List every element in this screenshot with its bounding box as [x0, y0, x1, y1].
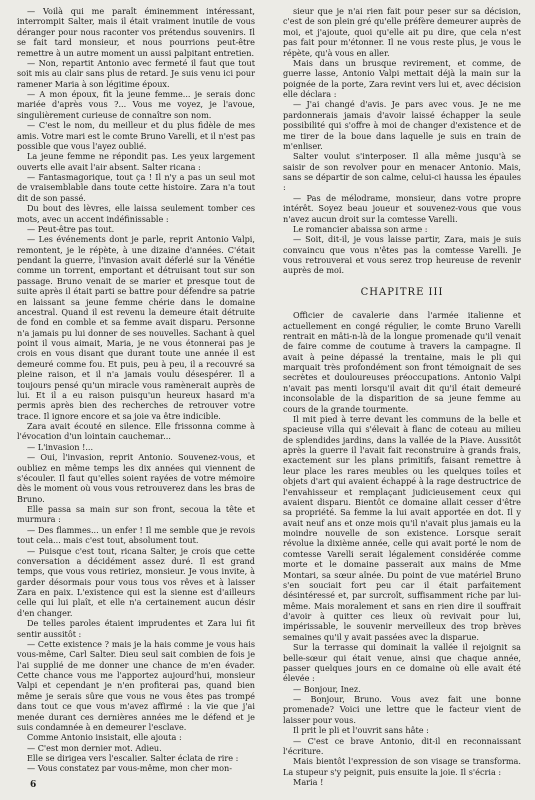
- paragraph: La jeune femme ne répondit pas. Les yeux largement ouverts elle avait l'air absent. Salter ricana :: [17, 151, 255, 172]
- paragraph: — Cette existence ? mais je la hais comme je vous hais vous-même, Carl Salter. Dieu seul sait combien de fois je l'ai supplié de me donner une chance de m'en évader. Cette chance vous me l'apportez aujourd'hui, monsieur Valpi et cependant je n'en profiterai pas, quand bien même je serais sûre que vous ne vous êtes pas trompé dans tout ce que vous m'avez affirmé : la vie que j'ai menée durant ces dernières années me le défend et je suis condamnée à en demeurer l'esclave.: [17, 638, 255, 732]
- paragraph: — C'est le nom, du meilleur et du plus fidèle de mes amis. Votre mari est le comte Bruno Varelli, et il n'est pas possible que vous l'ayez oublié.: [17, 120, 255, 151]
- paragraph: sieur que je n'ai rien fait pour peser sur sa décision, c'est de son plein gré qu'elle préfère demeurer auprès de moi, et j'ajoute, quoi qu'elle ait pu dire, que cela n'est pas fait pour m'étonner. Il ne vous reste plus, je vous le répète, qu'à vous en aller.: [283, 6, 521, 58]
- right-column-text-before-chapter: [283, 6, 521, 276]
- paragraph: Le romancier abaissa son arme :: [293, 223, 428, 234]
- paragraph: — Non, repartit Antonio avec fermeté il faut que tout soit mis au clair sans plus de retard. Je suis venu ici pour ramener Maria à son légitime époux.: [17, 57, 255, 89]
- paragraph: — Les événements dont je parle, reprit Antonio Valpi, remontent, je le répète, à une dizaine d'années. C'était pendant la guerre, l'invasion avait déferlé sur la Vénétie comme un torrent, emportant et détruisant tout sur son passage. Bruno venait de se marier et presque tout de suite après il était parti se battre pour défendre sa patrie en laissant sa jeune femme chérie dans le domaine ancestral. Quand il est revenu la demeure était détruite de fond en comble et sa femme avait disparu. Personne n'a jamais pu lui donner de ses nouvelles. Sachant à quel point il vous aimait, Maria, je ne vous étonnerai pas je crois en vous disant que durant toute une année il est demeuré comme fou. Et puis, peu à peu, il a recouvré sa pleine raison, et il n'a jamais voulu désespérer. Il a toujours pensé qu'un miracle vous ramènerait auprès de lui. Et il a eu raison puisqu'un heureux hasard m'a permis après bien des recherches de retrouver votre trace. Il ignore encore et sa joie va être indicible.: [17, 234, 255, 421]
- paragraph: Mais bientôt l'expression de son visage se transforma. La stupeur s'y peignit, puis ensuite la joie. Il s'écria :: [283, 756, 521, 777]
- paragraph: Sur la terrasse qui dominait la vallée il rejoignit sa belle-sœur qui était venue, ainsi que chaque année, passer quelques jours en ce domaine où elle avait été élevée :: [283, 642, 521, 684]
- paragraph: Zara avait écouté en silence. Elle frissonna comme à l'évocation d'un lointain cauchemar...: [17, 421, 255, 442]
- paragraph: Comme Antonio insistait, elle ajouta :: [27, 732, 182, 743]
- paragraph: Officier de cavalerie dans l'armée italienne et actuellement en congé régulier, le comte Bruno Varelli rentrait en mâti-n-là de la longue promenade qu'il venait de faire comme de coutume à travers la campagne. Il avait à peine dépassé la trentaine, mais le pli qui marquait très profondément son front témoignait de ses secrètes et douloureuses préoccupations. Antonio Valpi n'avait pas menti lorsqu'il avait dit qu'il était demeuré inconsolable de la disparition de sa jeune femme au cours de la grande tourmente.: [283, 310, 521, 414]
- right-column: [283, 6, 521, 787]
- paragraph: Elle se dirigea vers l'escalier. Salter éclata de rire :: [27, 753, 239, 763]
- paragraph: De telles paroles étaient imprudentes et Zara lui fit sentir aussitôt :: [17, 618, 255, 639]
- left-column: [17, 6, 255, 774]
- paragraph: Elle passa sa main sur son front, secoua la tête et murmura :: [17, 504, 255, 525]
- paragraph: — L'invasion !...: [27, 441, 94, 452]
- paragraph: — Pas de mélodrame, monsieur, dans votre propre intérêt. Soyez beau joueur et souvenez-vous que vous n'avez aucun droit sur la comtesse Varelli.: [283, 192, 521, 224]
- paragraph: — Peut-être pas tout.: [27, 223, 115, 234]
- paragraph: Maria !: [293, 777, 324, 787]
- paragraph: — A mon époux, fit la jeune femme... je serais donc mariée d'après vous ?... Vous me voyez, je l'avoue, singulièrement curieuse de connaître son nom.: [17, 89, 255, 120]
- page-number: 6: [30, 780, 37, 790]
- paragraph: — C'est mon dernier mot. Adieu.: [27, 742, 162, 753]
- right-column-text-after-chapter: [283, 310, 521, 787]
- paragraph: — C'est ce brave Antonio, dit-il en reconnaissant l'écriture.: [283, 735, 521, 756]
- paragraph: — Voilà qui me paraît éminemment intéressant, interrompit Salter, mais il était vraiment inutile de vous déranger pour nous raconter vos prétendus souvenirs. Il se fait tard monsieur, et nous pourrions peut-être remettre à un autre moment un aussi palpitant entretien.: [17, 6, 255, 58]
- paragraph: — Bonjour, Inez.: [293, 683, 361, 694]
- chapter-heading: CHAPITRE III: [360, 286, 444, 298]
- paragraph: — Fantasmagorique, tout ça ! Il n'y a pas un seul mot de vraisemblable dans toute cette histoire. Zara n'a tout dit de son passé.: [17, 172, 255, 203]
- paragraph: Il prit le pli et l'ouvrit sans hâte :: [293, 725, 429, 736]
- paragraph: — J'ai changé d'avis. Je pars avec vous. Je ne me pardonnerais jamais d'avoir laissé échapper la seule possibilité qui s'offre à moi de changer d'existence et de me tirer de la boue dans laquelle je suis en train de m'enliser.: [283, 99, 521, 151]
- paragraph: — Puisque c'est tout, ricana Salter, je crois que cette conversation a décidément assez duré. Il est grand temps, que vous vous retiriez, monsieur. Je vous invite, à garder désormais pour vous tous vos rêves et à laisser Zara en paix. L'existence qui est la sienne est d'ailleurs celle qui lui plaît, et elle n'a certainement aucun désir d'en changer.: [17, 545, 255, 618]
- paragraph: Mais dans un brusque revirement, et comme, de guerre lasse, Antonio Valpi mettait déjà la main sur la poignée de la porte, Zara revint vers lui et, avec décision elle déclara :: [283, 57, 521, 99]
- paragraph: — Vous constatez par vous-même, mon cher mon-: [27, 763, 232, 774]
- paragraph: Du bout des lèvres, elle laissa seulement tomber ces mots, avec un accent indéfinissable :: [17, 203, 255, 224]
- paragraph: — Des flammes... un enfer ! Il me semble que je revois tout cela... mais c'est tout, absolument tout.: [17, 524, 255, 546]
- paragraph: Salter voulut s'interposer. Il alla même jusqu'à se saisir de son revolver pour en menacer Antonio. Mais, sans se départir de son calme, celui-ci haussa les épaules :: [283, 151, 521, 193]
- paragraph: — Soit, dit-il, je vous laisse partir, Zara, mais je suis convaincu que vous n'êtes pas la comtesse Varelli. Je vous retrouverai et vous serez trop heureuse de revenir auprès de moi.: [283, 234, 521, 276]
- paragraph: Il mit pied à terre devant les communs de la belle et spacieuse villa qui s'élevait à flanc de coteau au milieu de splendides jardins, dans la vallée de la Piave. Aussitôt après la guerre il l'avait fait reconstruire à grands frais, exactement sur les plans primitifs, faisant remettre à leur place les rares meubles ou les quelques toiles et objets d'art qui avaient échappé à la rage destructrice de l'envahisseur et remplaçant judicieusement ceux qui avaient disparu. Bientôt ce domaine allait cesser d'être sa propriété. Sa femme la lui avait apportée en dot. Il y avait neuf ans et onze mois qu'il n'avait plus jamais eu la moindre nouvelle de son existence. Lorsque serait révolue la dixième année, celle qui avait porté le nom de comtesse Varelli serait légalement considérée comme morte et le domaine passerait aux mains de Mme Montari, sa sœur aînée. Du point de vue matériel Bruno s'en souciait fort peu car il était parfaitement désintéressé et, par surcroît, suffisamment riche par lui-même. Mais moralement et sans en rien dire il souffrait d'avoir à quitter ces lieux où revivait pour lui, impérissable, le souvenir merveilleux des trop brèves semaines qu'il y avait passées avec la disparue.: [283, 413, 521, 642]
- paragraph: — Oui, l'invasion, reprit Antonio. Souvenez-vous, et oubliez en même temps les dix années qui viennent de s'écouler. Il faut qu'elles soient rayées de votre mémoire dès le moment où vous vous retrouverez dans les bras de Bruno.: [17, 452, 255, 504]
- paragraph: — Bonjour, Bruno. Vous avez fait une bonne promenade? Voici une lettre que le facteur vient de laisser pour vous.: [283, 694, 521, 725]
